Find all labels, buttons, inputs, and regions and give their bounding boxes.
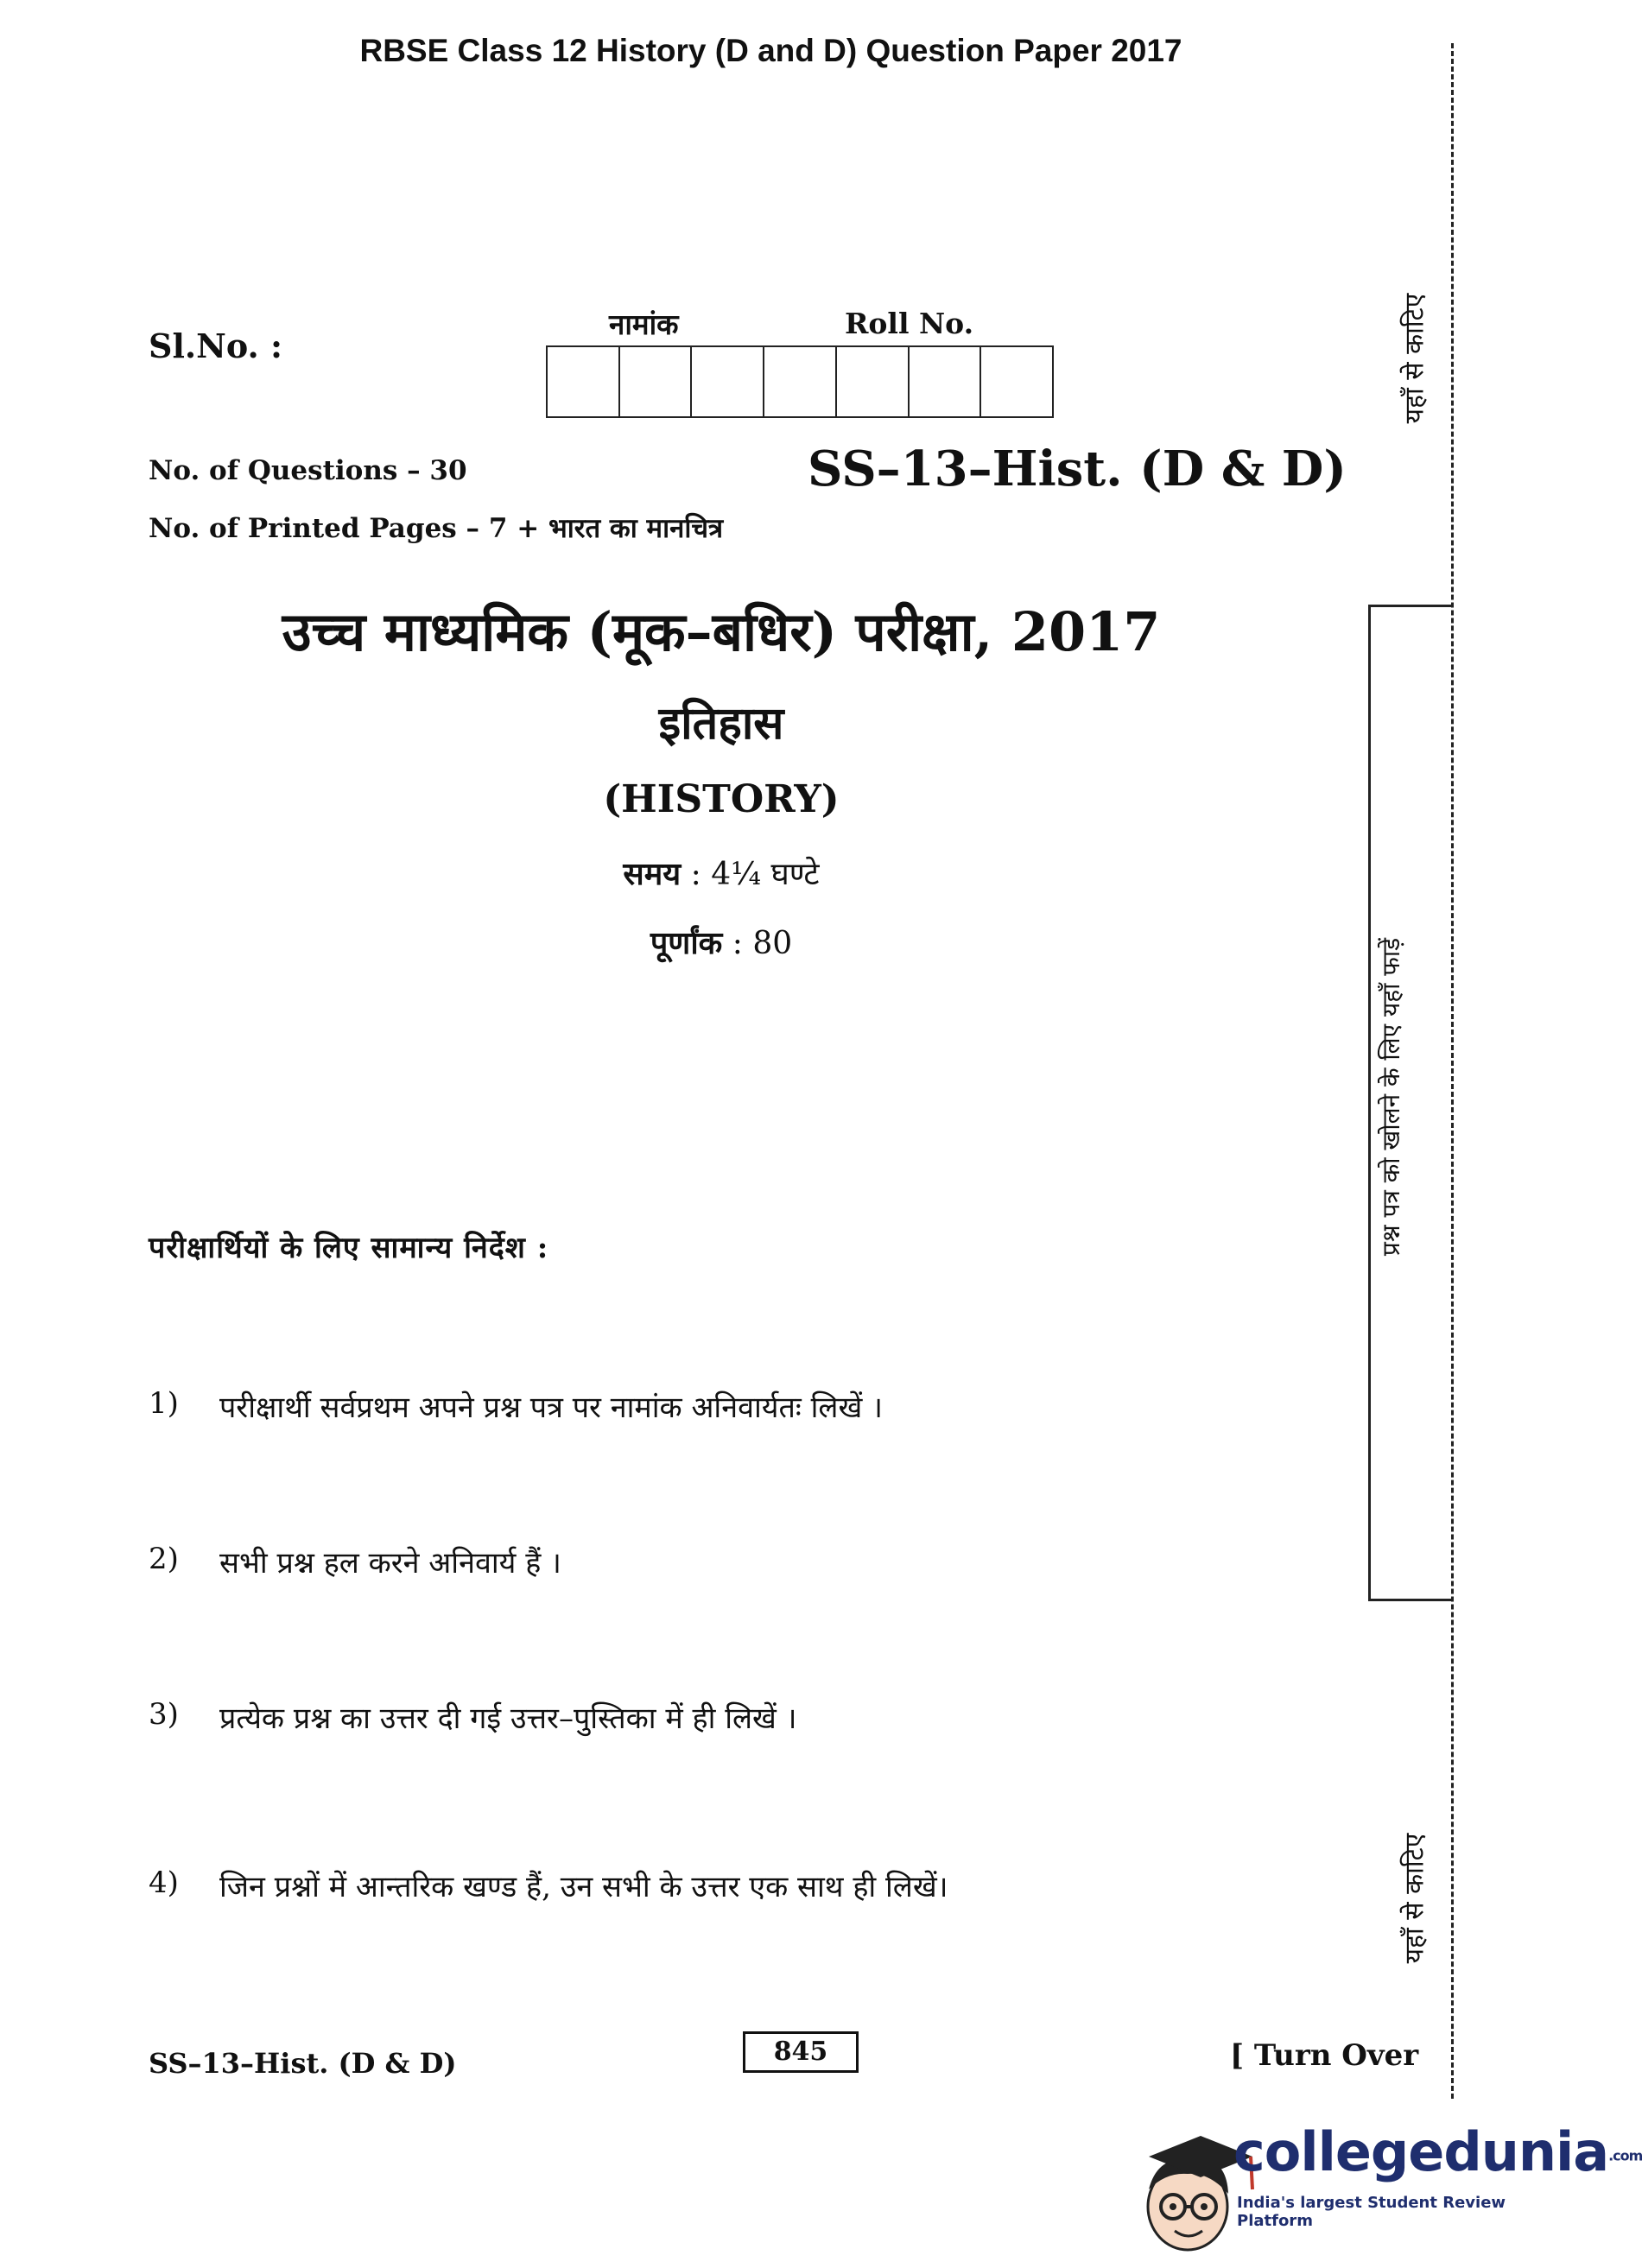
cut-line bbox=[1451, 43, 1454, 2099]
number-of-questions: No. of Questions – 30 bbox=[149, 455, 467, 486]
roll-number-boxes bbox=[546, 345, 1054, 418]
instruction-text: जिन प्रश्नों में आन्तरिक खण्ड हैं, उन सभी के उत्तर एक साथ ही लिखें। bbox=[219, 1870, 948, 1904]
roll-box bbox=[620, 347, 693, 416]
roll-box bbox=[692, 347, 764, 416]
turn-over-label: [ Turn Over bbox=[1230, 2038, 1419, 2073]
time-label: समय bbox=[623, 856, 682, 892]
instruction-text: परीक्षार्थी सर्वप्रथम अपने प्रश्न पत्र पर नामांक अनिवार्यतः लिखें । bbox=[219, 1391, 883, 1425]
footer-paper-code: SS–13–Hist. (D & D) bbox=[149, 2047, 457, 2080]
subject-hindi: इतिहास bbox=[658, 697, 784, 750]
time-allowed bbox=[0, 852, 1442, 894]
roll-label-hindi: नामांक bbox=[609, 307, 679, 341]
roll-box bbox=[548, 347, 620, 416]
roll-box bbox=[837, 347, 910, 416]
cut-here-text-bottom: यहाँ से काटिए bbox=[1399, 1833, 1430, 1964]
logo-wordmark: collegedunia.com bbox=[1233, 2120, 1642, 2183]
marks-label: पूर्णांक bbox=[650, 925, 723, 961]
roll-label-english: Roll No. bbox=[845, 307, 974, 340]
instruction-item bbox=[149, 1697, 797, 1737]
instruction-text: सभी प्रश्न हल करने अनिवार्य हैं । bbox=[219, 1546, 561, 1581]
instruction-number: 3) bbox=[149, 1697, 179, 1732]
tear-here-text: प्रश्न पत्र को खोलने के लिए यहाँ फाड़ें bbox=[1377, 937, 1405, 1257]
number-of-pages: No. of Printed Pages – 7 + भारत का मानचित्र bbox=[149, 513, 724, 544]
roll-box bbox=[764, 347, 837, 416]
page-banner: RBSE Class 12 History (D and D) Question Paper 2017 bbox=[359, 33, 1182, 68]
instruction-item bbox=[149, 1386, 883, 1426]
maximum-marks bbox=[0, 921, 1442, 963]
instruction-item bbox=[149, 1542, 561, 1581]
roll-box bbox=[910, 347, 982, 416]
paper-code: SS–13–Hist. (D & D) bbox=[808, 440, 1347, 497]
footer-page-code: 845 bbox=[743, 2031, 859, 2073]
logo-tagline: India's largest Student Review Platform bbox=[1237, 2194, 1506, 2230]
roll-box bbox=[981, 347, 1052, 416]
marks-value: : 80 bbox=[732, 926, 793, 961]
time-value: : 4¼ घण्टे bbox=[690, 857, 820, 892]
instruction-item bbox=[149, 1866, 948, 1905]
serial-number-label: Sl.No. : bbox=[149, 326, 283, 365]
exam-title: उच्च माध्यमिक (मूक–बधिर) परीक्षा, 2017 bbox=[282, 600, 1161, 663]
subject-english: (HISTORY) bbox=[603, 777, 840, 821]
instruction-text: प्रत्येक प्रश्न का उत्तर दी गई उत्तर–पुस्तिका में ही लिखें । bbox=[219, 1701, 797, 1736]
instructions-heading: परीक्षार्थियों के लिए सामान्य निर्देश : bbox=[149, 1231, 549, 1265]
instruction-number: 1) bbox=[149, 1386, 179, 1421]
instruction-number: 4) bbox=[149, 1866, 179, 1900]
instruction-number: 2) bbox=[149, 1542, 179, 1576]
logo-suffix: .com bbox=[1608, 2147, 1642, 2164]
cut-here-text-top: यहाँ से काटिए bbox=[1399, 293, 1430, 424]
